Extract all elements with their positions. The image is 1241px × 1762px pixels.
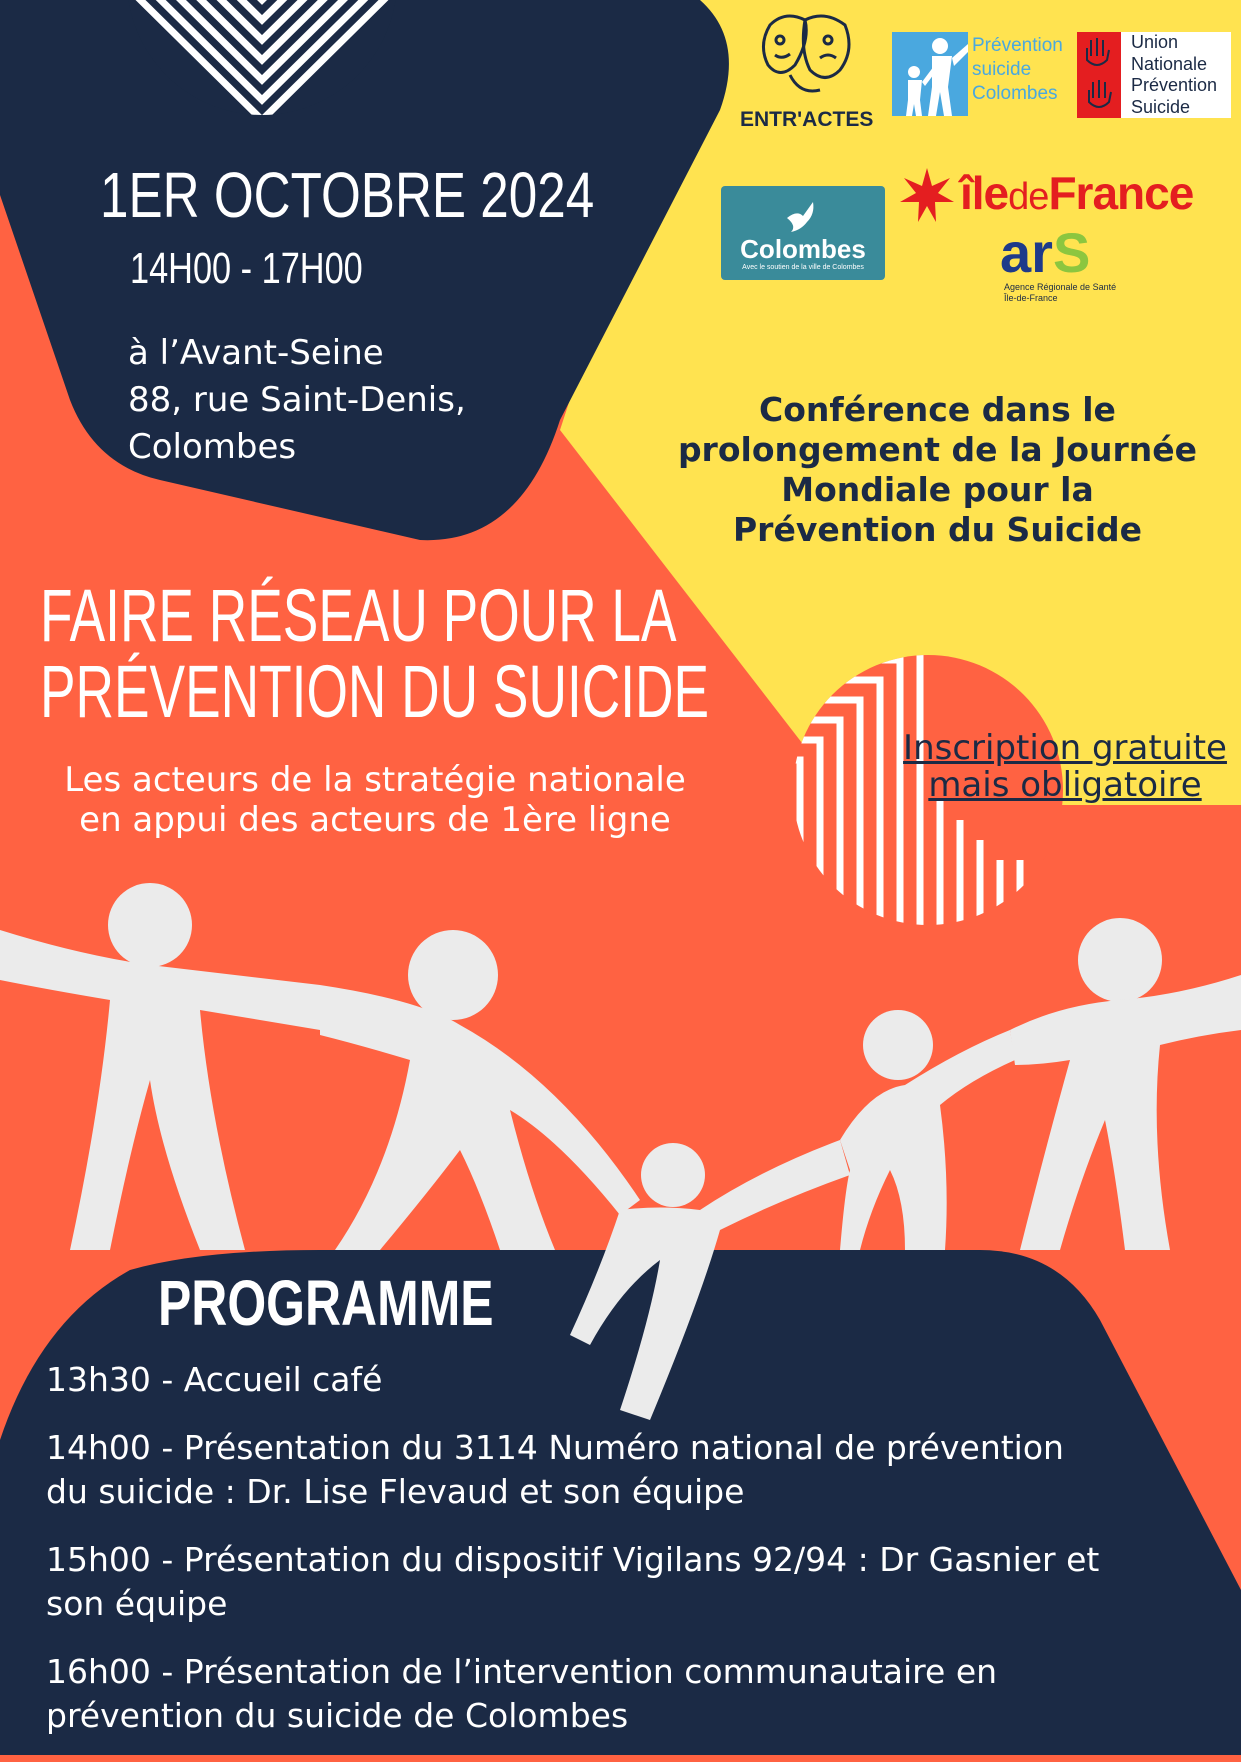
theatre-mask-icon <box>750 10 860 105</box>
prevention-logo-text: Prévention suicide Colombes <box>972 35 1063 104</box>
conference-line: prolongement de la Journée <box>677 430 1198 469</box>
event-time: 14H00 - 17H00 <box>130 244 363 293</box>
conference-line: Prévention du Suicide <box>732 510 1143 549</box>
event-venue <box>128 330 466 471</box>
conference-line: Conférence dans le <box>759 390 1116 429</box>
prevention-suicide-colombes-logo <box>892 32 1063 122</box>
main-headline <box>40 574 710 733</box>
programme-item: 16h00 - Présentation de l’intervention communautaire en prévention du suicide de Colombes <box>46 1652 998 1735</box>
programme-item: 14h00 - Présentation du 3114 Numéro national de prévention du suicide : Dr. Lise Flevaud et son équipe <box>46 1428 1064 1511</box>
unps-logo <box>1077 32 1231 118</box>
colombes-logo <box>721 186 885 280</box>
ars-logo-text: arS <box>1000 221 1091 284</box>
subheadline-line: Les acteurs de la stratégie nationale <box>64 760 686 800</box>
entractes-logo-text: ENTR'ACTES <box>740 108 874 131</box>
venue-line: à l’Avant-Seine <box>128 333 384 373</box>
programme-title: PROGRAMME <box>158 1267 494 1339</box>
registration-line[interactable]: mais obligatoire <box>928 765 1202 805</box>
programme-item: 13h30 - Accueil café <box>46 1360 383 1399</box>
venue-line: 88, rue Saint-Denis, <box>128 380 466 420</box>
ars-logo-tagline: Agence Régionale de Santé Île-de-France <box>1004 282 1117 303</box>
venue-line: Colombes <box>128 427 297 467</box>
colombes-logo-tagline: Avec le soutien de la ville de Colombes <box>742 264 864 271</box>
subheadline <box>20 760 730 840</box>
dove-icon <box>783 200 823 234</box>
hands-icon <box>1077 32 1121 118</box>
colombes-logo-text: Colombes <box>740 234 866 264</box>
event-date: 1ER OCTOBRE 2024 <box>100 159 595 231</box>
unps-logo-text: Union Nationale Prévention Suicide <box>1131 32 1218 117</box>
adult-child-icon <box>892 32 968 116</box>
ars-logo <box>1000 221 1140 313</box>
programme-list <box>46 1358 1196 1762</box>
subheadline-line: en appui des acteurs de 1ère ligne <box>79 800 671 840</box>
ile-de-france-text: îledeFrance <box>960 167 1194 219</box>
star-icon <box>900 168 954 222</box>
ile-de-france-logo <box>900 166 1235 224</box>
headline-line: PRÉVENTION DU SUICIDE <box>40 650 710 733</box>
programme-item: 15h00 - Présentation du dispositif Vigilans 92/94 : Dr Gasnier et son équipe <box>46 1540 1100 1623</box>
registration-line[interactable]: Inscription gratuite <box>903 728 1227 768</box>
registration-link[interactable] <box>890 730 1240 804</box>
entractes-logo <box>740 10 874 135</box>
headline-line: FAIRE RÉSEAU POUR LA <box>40 574 677 657</box>
conference-line: Mondiale pour la <box>781 470 1094 509</box>
conference-description <box>640 390 1235 550</box>
